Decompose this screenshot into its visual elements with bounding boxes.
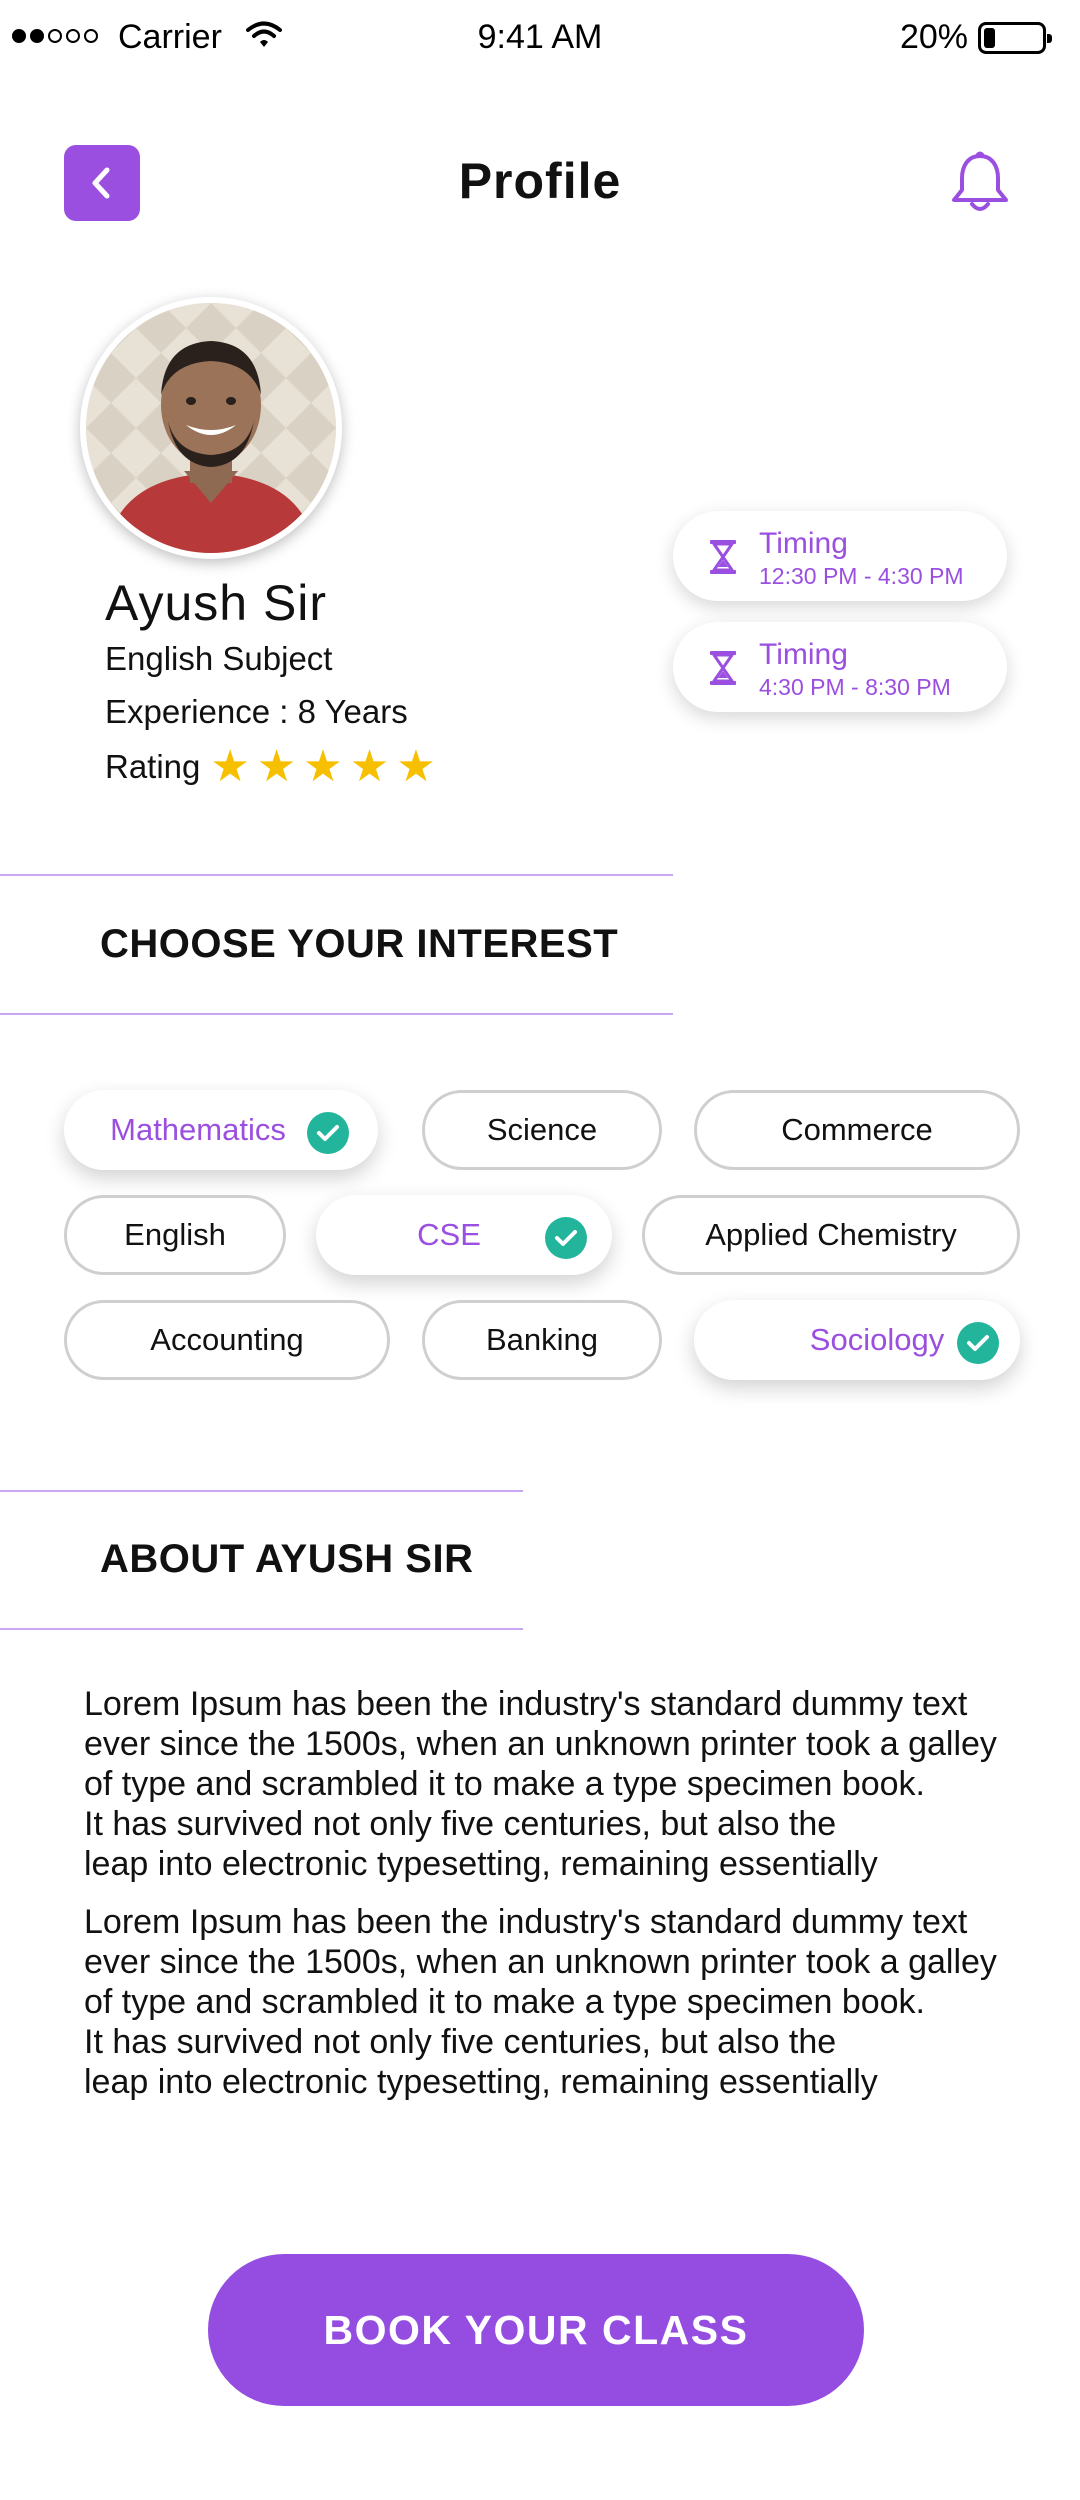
chip-label: Science — [486, 1112, 598, 1147]
about-paragraph — [84, 1902, 1024, 2102]
book-class-button[interactable]: BOOK YOUR CLASS — [208, 2254, 864, 2406]
carrier-name: Carrier — [118, 18, 222, 56]
about-line: It has survived not only five centuries, but also the — [84, 2023, 837, 2061]
teacher-subject: English Subject — [105, 640, 333, 677]
interest-chip-science[interactable] — [422, 1090, 662, 1170]
battery-percent: 20% — [899, 18, 968, 56]
status-time: 9:41 AM — [477, 18, 603, 56]
about-line: ever since the 1500s, when an unknown printer took a galley — [84, 1725, 997, 1763]
teacher-photo — [86, 303, 336, 553]
chip-label: Sociology — [809, 1322, 945, 1357]
about-line: Lorem Ipsum has been the industry's standard dummy text — [84, 1685, 968, 1723]
page-title: Profile — [458, 153, 622, 209]
about-line: of type and scrambled it to make a type specimen book. — [84, 1765, 926, 1803]
battery-icon — [978, 22, 1046, 54]
about-paragraph — [84, 1684, 1024, 1884]
timing-card[interactable] — [673, 511, 1007, 601]
check-icon — [957, 1322, 999, 1364]
star-icon: ★ — [349, 742, 390, 791]
section-divider — [0, 1490, 523, 1492]
about-line: leap into electronic typesetting, remaining essentially — [84, 1845, 878, 1883]
about-heading: ABOUT AYUSH SIR — [100, 1537, 474, 1581]
about-line: It has survived not only five centuries, but also the — [84, 1805, 837, 1843]
chip-label: Banking — [485, 1322, 599, 1357]
interest-chip-applied-chemistry[interactable] — [642, 1195, 1020, 1275]
battery-nub — [1047, 34, 1052, 43]
about-line: ever since the 1500s, when an unknown printer took a galley — [84, 1943, 997, 1981]
about-line: Lorem Ipsum has been the industry's standard dummy text — [84, 1903, 968, 1941]
chip-label: Mathematics — [110, 1112, 286, 1147]
interest-chip-sociology[interactable] — [694, 1300, 1020, 1380]
section-divider — [0, 1013, 673, 1015]
about-line: leap into electronic typesetting, remaining essentially — [84, 2063, 878, 2101]
rating-stars — [210, 742, 442, 791]
star-icon: ★ — [396, 742, 436, 791]
check-icon — [545, 1217, 587, 1259]
timing-range: 4:30 PM - 8:30 PM — [759, 674, 951, 700]
check-icon — [307, 1112, 349, 1154]
timing-card[interactable] — [673, 622, 1007, 712]
bell-icon[interactable] — [946, 150, 1014, 216]
rating-label: Rating — [105, 748, 201, 785]
interest-chip-commerce[interactable] — [694, 1090, 1020, 1170]
teacher-experience: Experience : 8 Years — [105, 693, 408, 730]
battery-level — [984, 28, 995, 48]
star-icon: ★ — [256, 742, 297, 791]
chip-label: Applied Chemistry — [705, 1217, 957, 1252]
chip-label: English — [124, 1217, 226, 1252]
section-divider — [0, 874, 673, 876]
interest-chip-english[interactable] — [64, 1195, 286, 1275]
timing-range: 12:30 PM - 4:30 PM — [759, 563, 964, 589]
chip-label: Commerce — [781, 1112, 933, 1147]
chip-label: Accounting — [150, 1322, 304, 1357]
section-divider — [0, 1628, 523, 1630]
interest-chip-cse[interactable] — [316, 1195, 612, 1275]
star-icon: ★ — [210, 742, 250, 791]
teacher-name: Ayush Sir — [105, 575, 328, 631]
avatar — [80, 297, 342, 559]
interest-heading: CHOOSE YOUR INTEREST — [100, 922, 619, 966]
chip-label: CSE — [417, 1217, 481, 1252]
hourglass-icon — [709, 539, 737, 575]
status-bar — [0, 0, 1080, 72]
hourglass-icon — [709, 650, 737, 686]
interest-chip-mathematics[interactable] — [64, 1090, 378, 1170]
rating — [105, 742, 443, 791]
about-line: of type and scrambled it to make a type specimen book. — [84, 1983, 926, 2021]
interest-chip-banking[interactable] — [422, 1300, 662, 1380]
timing-label: Timing — [759, 638, 848, 671]
star-icon: ★ — [303, 742, 343, 791]
interest-chip-accounting[interactable] — [64, 1300, 390, 1380]
timing-label: Timing — [759, 527, 848, 560]
